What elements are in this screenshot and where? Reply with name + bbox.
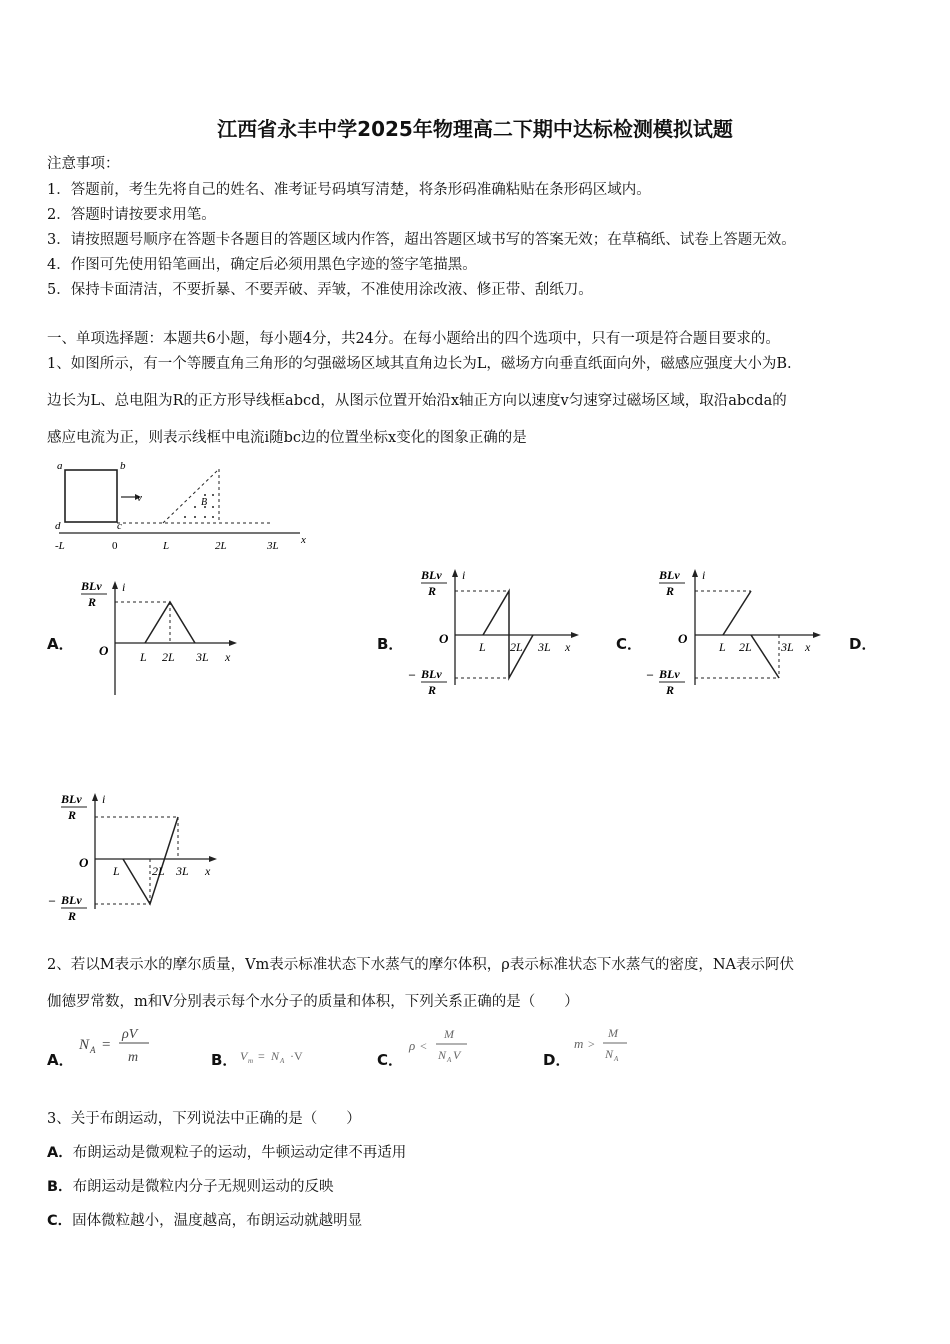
notice-item-1: 1．答题前，考生先将自己的姓名、准考证号码填写清楚，将条形码准确粘贴在条形码区域内。 <box>47 182 651 198</box>
notice-item-3: 3．请按照题号顺序在答题卡各题目的答题区域内作答，超出答题区域书写的答案无效；在草稿纸、试卷上答题无效。 <box>47 232 796 248</box>
svg-text:i: i <box>102 792 106 806</box>
label-d: d <box>55 520 61 532</box>
svg-text:–: – <box>409 667 415 681</box>
q3-option-c[interactable] <box>47 1209 362 1230</box>
q1-option-b-label[interactable]: B． <box>377 635 404 653</box>
svg-text:BLv: BLv <box>659 568 680 582</box>
tick-L: L <box>163 540 170 552</box>
q3-option-a[interactable] <box>47 1141 406 1162</box>
notice-item-5: 5．保持卡面清洁，不要折暴、不要弄破、弄皱，不准使用涂改液、修正带、刮纸刀。 <box>47 282 593 298</box>
svg-text:O: O <box>79 855 89 870</box>
svg-text:BLv: BLv <box>659 667 680 681</box>
q3-stem: 3、关于布朗运动，下列说法中正确的是（ ） <box>47 1111 361 1127</box>
svg-text:i: i <box>462 568 466 582</box>
svg-text:x: x <box>205 864 211 878</box>
svg-text:x: x <box>565 640 571 654</box>
svg-text:2L: 2L <box>739 640 752 654</box>
q3-option-a-label: A． <box>47 1145 73 1161</box>
svg-text:ρV: ρV <box>122 1027 138 1042</box>
svg-text:BLv: BLv <box>81 579 102 593</box>
svg-text:i: i <box>702 568 706 582</box>
q1-stem-line-1: 1、如图所示，有一个等腰直角三角形的匀强磁场区域其直角边长为L，磁场方向垂直纸面向外，磁感应强度大小为B. <box>47 356 792 372</box>
svg-text:–: – <box>49 893 55 907</box>
q3-option-b-text: 布朗运动是微粒内分子无规则运动的反映 <box>72 1179 334 1195</box>
label-a: a <box>57 460 63 472</box>
svg-text:3L: 3L <box>176 864 189 878</box>
tick-3L: 3L <box>267 540 279 552</box>
current-curve-rise <box>723 591 751 635</box>
svg-text:=: = <box>102 1037 111 1053</box>
svg-text:L: L <box>140 650 147 664</box>
svg-text:BLv: BLv <box>421 568 442 582</box>
q1-graph-a <box>75 575 250 700</box>
q1-graph-d <box>45 787 225 927</box>
q3-option-c-text: 固体微粒越小，温度越高，布朗运动就越明显 <box>72 1213 363 1229</box>
q3-option-b[interactable] <box>47 1175 334 1196</box>
svg-text:BLv: BLv <box>61 893 82 907</box>
q1-option-a-label[interactable]: A． <box>47 635 74 653</box>
svg-text:R: R <box>428 683 437 697</box>
svg-text:m: m <box>574 1036 584 1051</box>
q1-stem-line-3: 感应电流为正，则表示线框中电流i随bc边的位置坐标x变化的图象正确的是 <box>47 430 527 446</box>
svg-text:R: R <box>666 683 675 697</box>
page-title: 江西省永丰中学2025年物理高二下期中达标检测模拟试题 <box>217 117 733 141</box>
notice-item-4: 4．作图可先使用铅笔画出，确定后必须用黑色字迹的签字笔描黑。 <box>47 257 477 273</box>
svg-text:N: N <box>271 1049 280 1063</box>
svg-text:M: M <box>608 1026 618 1040</box>
label-x: x <box>301 534 306 546</box>
svg-text:=: = <box>258 1049 265 1063</box>
svg-text:R: R <box>666 584 675 598</box>
svg-text:i: i <box>122 580 126 594</box>
q2-formula-a <box>75 1020 165 1070</box>
q2-option-c-label[interactable]: C． <box>377 1051 404 1069</box>
q2-stem-line-1: 2、若以M表示水的摩尔质量，Vm表示标准状态下水蒸气的摩尔体积，ρ表示标准状态下水蒸气的密度，NA表示阿伏 <box>47 957 794 973</box>
label-v: v <box>137 492 142 504</box>
current-curve-fall <box>751 635 779 678</box>
q1-setup-figure <box>45 455 315 555</box>
svg-text:A: A <box>614 1055 619 1063</box>
svg-text:BLv: BLv <box>421 667 442 681</box>
q3-option-b-label: B． <box>47 1179 73 1195</box>
q3-option-a-text: 布朗运动是微观粒子的运动，牛顿运动定律不再适用 <box>72 1145 407 1161</box>
q2-formula-b <box>238 1040 328 1070</box>
q1-graph-c <box>643 563 833 703</box>
svg-text:>: > <box>588 1037 595 1051</box>
svg-text:<: < <box>420 1039 427 1053</box>
q2-stem-line-2: 伽德罗常数，m和V分别表示每个水分子的质量和体积，下列关系正确的是（ ） <box>47 994 579 1010</box>
svg-text:N: N <box>79 1037 90 1053</box>
svg-text:2L: 2L <box>510 640 523 654</box>
svg-text:V: V <box>453 1048 461 1062</box>
svg-text:·V: ·V <box>290 1049 303 1063</box>
q3-option-c-label: C． <box>47 1213 73 1229</box>
svg-text:O: O <box>99 643 109 658</box>
svg-text:ρ: ρ <box>409 1038 416 1053</box>
svg-text:A: A <box>280 1057 285 1065</box>
label-b: b <box>120 460 126 472</box>
svg-text:R: R <box>88 595 97 609</box>
notice-heading: 注意事项： <box>47 156 120 172</box>
svg-text:3L: 3L <box>538 640 551 654</box>
tick--L: -L <box>55 540 65 552</box>
q2-option-b-label[interactable]: B． <box>211 1051 238 1069</box>
svg-text:A: A <box>447 1056 452 1064</box>
svg-text:3L: 3L <box>196 650 209 664</box>
q1-option-c-label[interactable]: C． <box>616 635 643 653</box>
q1-stem-line-2: 边长为L、总电阻为R的正方形导线框abcd，从图示位置开始沿x轴正方向以速度v匀速穿过磁场区域，取沿abcda的 <box>47 393 787 409</box>
svg-text:2L: 2L <box>162 650 175 664</box>
svg-text:R: R <box>68 909 77 923</box>
q1-option-d-label[interactable]: D． <box>849 635 877 653</box>
q2-option-d-label[interactable]: D． <box>543 1051 571 1069</box>
svg-text:O: O <box>678 631 688 646</box>
square-frame <box>65 470 117 522</box>
svg-text:L: L <box>113 864 120 878</box>
svg-text:2L: 2L <box>152 864 165 878</box>
q1-graph-b <box>405 563 585 703</box>
q2-formula-d <box>571 1020 641 1070</box>
notice-item-2: 2．答题时请按要求用笔。 <box>47 207 216 223</box>
svg-text:–: – <box>647 667 653 681</box>
svg-text:x: x <box>805 640 811 654</box>
svg-text:O: O <box>439 631 449 646</box>
svg-text:m: m <box>128 1050 139 1065</box>
label-B: B <box>201 497 208 508</box>
svg-text:x: x <box>225 650 231 664</box>
svg-text:A: A <box>90 1045 96 1055</box>
label-c: c <box>117 520 122 532</box>
svg-text:R: R <box>68 808 77 822</box>
tick-0: 0 <box>112 540 118 552</box>
svg-text:N: N <box>605 1047 614 1061</box>
svg-text:BLv: BLv <box>61 792 82 806</box>
q2-formula-c <box>405 1020 485 1070</box>
svg-text:L: L <box>479 640 486 654</box>
svg-text:3L: 3L <box>781 640 794 654</box>
svg-text:L: L <box>719 640 726 654</box>
svg-text:R: R <box>428 584 437 598</box>
svg-text:N: N <box>438 1048 447 1062</box>
q2-option-a-label[interactable]: A． <box>47 1051 74 1069</box>
triangle-hypotenuse <box>163 469 219 523</box>
svg-text:m: m <box>248 1057 254 1065</box>
section-heading: 一、单项选择题：本题共6小题，每小题4分，共24分。在每小题给出的四个选项中，只有一项是符合题目要求的。 <box>47 331 780 347</box>
tick-2L: 2L <box>215 540 227 552</box>
svg-text:V: V <box>240 1049 248 1063</box>
svg-text:M: M <box>444 1027 454 1041</box>
